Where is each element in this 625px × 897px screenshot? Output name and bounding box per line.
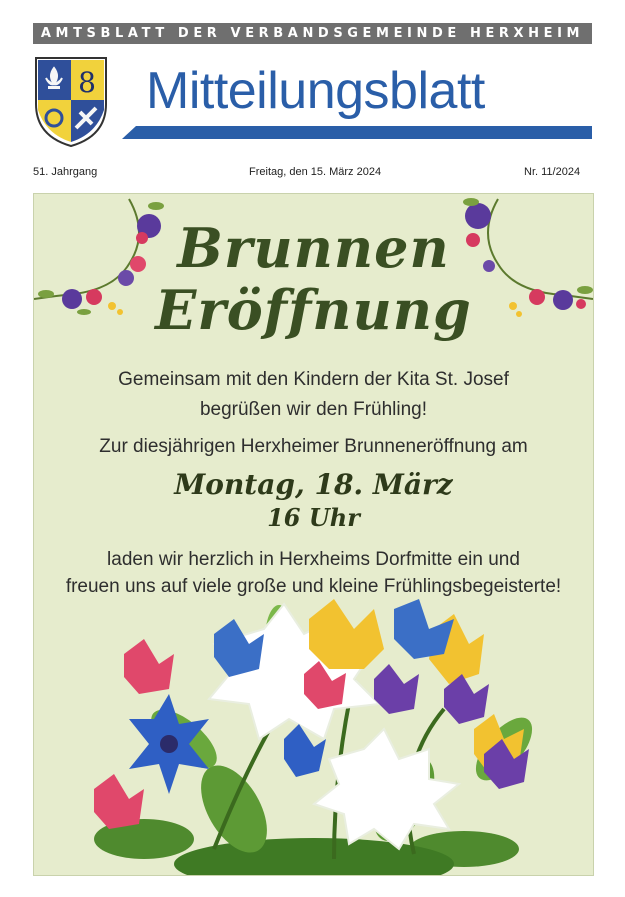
masthead-title: Mitteilungsblatt (146, 62, 485, 120)
event-time: 16 Uhr (267, 503, 360, 532)
invite-line1: laden wir herzlich in Herxheims Dorfmitte ein und (107, 549, 520, 570)
flower-bouquet-illustration (34, 599, 593, 875)
masthead-underline (122, 126, 592, 139)
svg-text:8: 8 (78, 66, 96, 99)
event-date: Montag, 18. März (174, 468, 453, 501)
intro-line1: Gemeinsam mit den Kindern der Kita St. Josef (118, 369, 509, 390)
official-gazette-band: AMTSBLATT DER VERBANDSGEMEINDE HERXHEIM (33, 23, 592, 44)
coat-of-arms-icon (34, 56, 108, 148)
event-poster (33, 193, 594, 876)
invite-line2: freuen uns auf viele große und kleine Frühlingsbegeisterte! (65, 576, 562, 597)
poster-title-line1: Brunnen (177, 216, 450, 280)
issue-date: Freitag, den 15. März 2024 (249, 166, 382, 178)
announcement-line: Zur diesjährigen Herxheimer Brunneneröffnung am (99, 436, 528, 457)
poster-title-line2: Eröffnung (155, 278, 472, 342)
volume-label: 51. Jahrgang (33, 166, 98, 178)
intro-line2: begrüßen wir den Frühling! (199, 399, 428, 420)
issue-number: Nr. 11/2024 (524, 166, 581, 178)
